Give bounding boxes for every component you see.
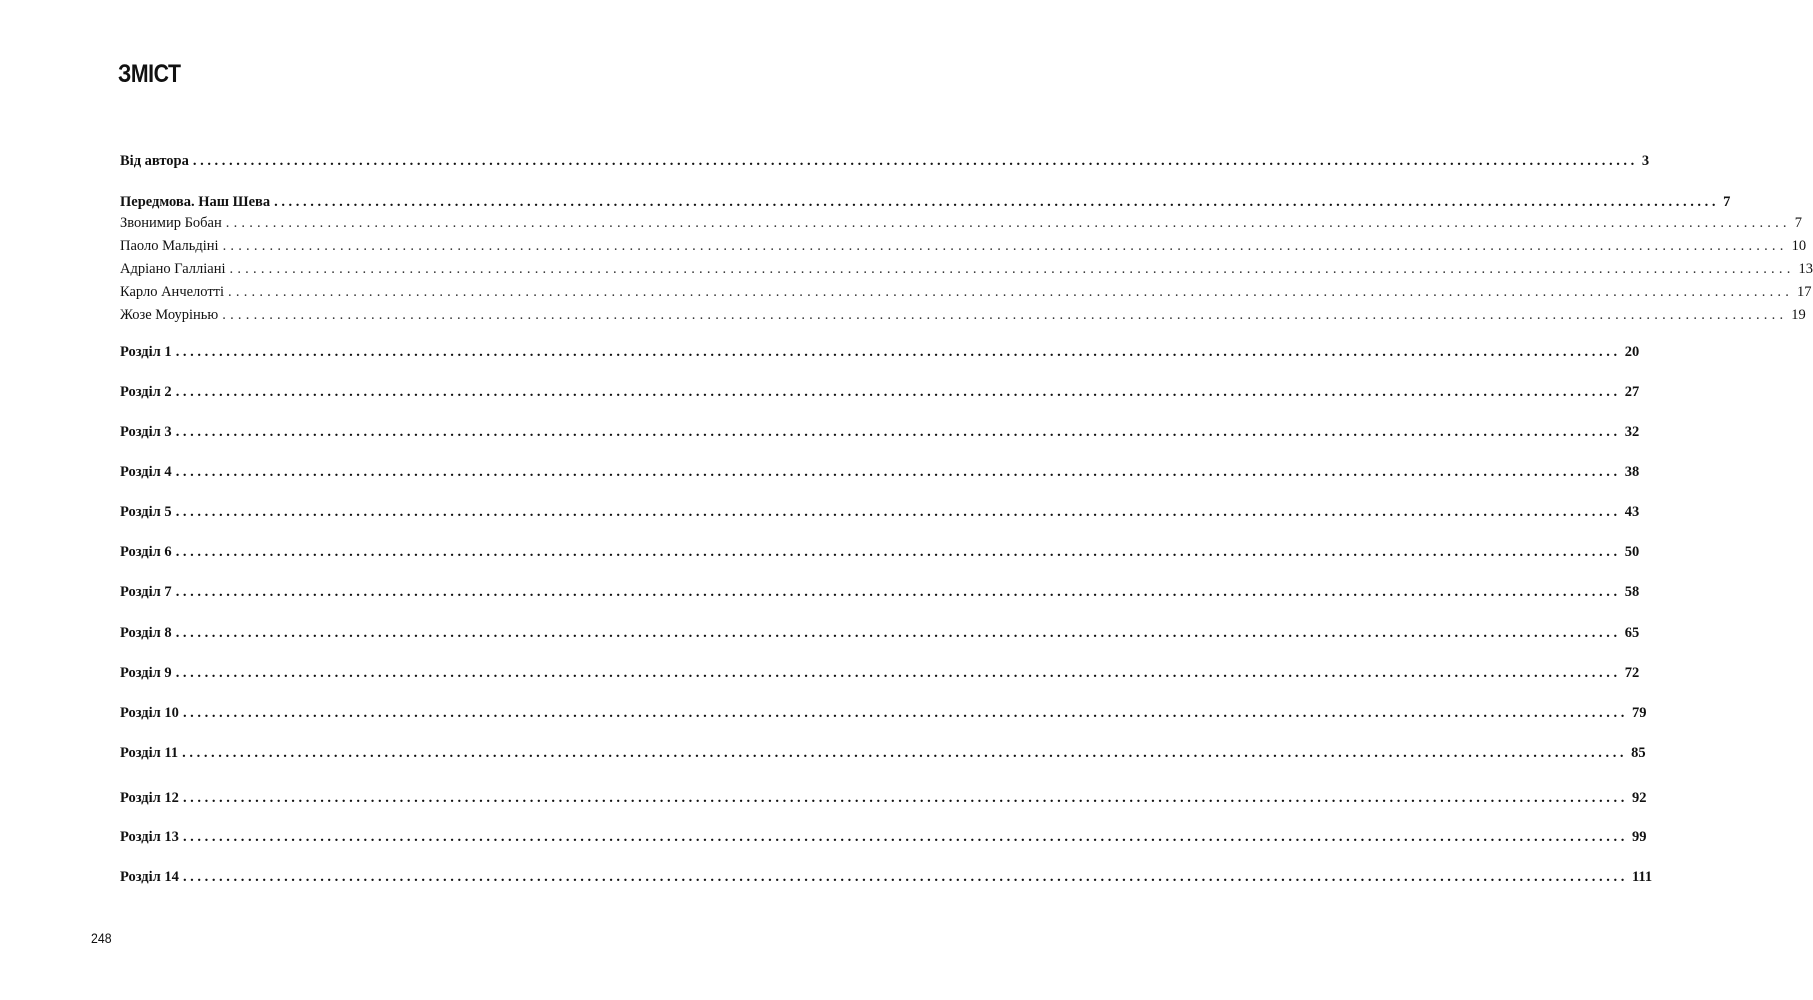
dot-leader: ........................................................................................................................................................................................................ [222,238,1788,254]
toc-entry[interactable] [120,150,1650,172]
toc-entry[interactable] [120,501,1640,523]
page-title: ЗМІСТ [118,60,181,88]
toc-entry[interactable] [120,581,1640,603]
toc-entry[interactable] [120,421,1640,443]
toc-entry[interactable] [120,622,1640,644]
toc-entry-page: 50 [1624,544,1640,560]
toc-entry-label: Розділ 10 [120,705,179,721]
toc-entry[interactable] [120,235,1807,257]
toc-entry-label: Розділ 14 [120,869,179,885]
toc-entry-label: Розділ 9 [120,665,172,681]
toc-entry-label: Карло Анчелотті [120,284,225,300]
toc-entry-page: 7 [1794,215,1802,231]
toc-entry[interactable] [120,381,1640,403]
toc-entry-page: 7 [1723,194,1731,210]
toc-entry-page: 3 [1641,153,1650,169]
dot-leader: ........................................................................................................................................................................................................ [175,384,1621,400]
toc-entry[interactable] [120,702,1647,724]
toc-entry-label: Розділ 1 [120,344,172,360]
dot-leader: ........................................................................................................................................................................................................ [175,544,1621,560]
toc-entry[interactable] [120,281,1812,303]
dot-leader: ........................................................................................................................................................................................................ [182,829,1628,845]
toc-entry-label: Розділ 3 [120,424,172,440]
toc-entry-page: 10 [1791,238,1807,254]
toc-entry-page: 13 [1798,261,1813,277]
toc-entry-label: Передмова. Наш Шева [120,194,271,210]
dot-leader: ........................................................................................................................................................................................................ [192,153,1638,169]
toc-entry-page: 27 [1624,384,1640,400]
toc-entry-page: 58 [1624,584,1640,600]
dot-leader: ........................................................................................................................................................................................................ [182,869,1628,885]
dot-leader: ........................................................................................................................................................................................................ [182,790,1628,806]
toc-entry[interactable] [120,341,1640,363]
toc-entry-page: 79 [1631,705,1647,721]
toc-entry[interactable] [120,662,1640,684]
toc-entry-label: Адріано Галліані [120,261,226,277]
toc-entry[interactable] [120,541,1640,563]
toc-entry[interactable] [120,258,1813,280]
toc-entry-label: Розділ 13 [120,829,179,845]
toc-entry-page: 92 [1631,790,1647,806]
dot-leader: ........................................................................................................................................................................................................ [274,194,1720,210]
page-number: 248 [91,930,112,946]
dot-leader: ........................................................................................................................................................................................................ [182,705,1628,721]
toc-entry[interactable] [120,461,1640,483]
toc-entry-page: 32 [1624,424,1640,440]
toc-entry[interactable] [120,826,1647,848]
dot-leader: ........................................................................................................................................................................................................ [225,215,1791,231]
toc-entry-label: Жозе Моурінью [120,307,219,323]
dot-leader: ........................................................................................................................................................................................................ [175,344,1621,360]
toc-entry-label: Звонимир Бобан [120,215,222,231]
toc-entry[interactable] [120,742,1646,764]
toc-entry-label: Розділ 11 [120,745,179,761]
toc-entry[interactable] [120,191,1731,213]
toc-entry[interactable] [120,787,1647,809]
toc-entry[interactable] [120,866,1653,888]
toc-entry-page: 111 [1631,869,1653,885]
toc-entry-page: 17 [1797,284,1812,300]
toc-entry-page: 72 [1624,665,1640,681]
dot-leader: ........................................................................................................................................................................................................ [175,464,1621,480]
dot-leader: ........................................................................................................................................................................................................ [175,625,1621,641]
toc-entry-label: Паоло Мальдіні [120,238,219,254]
toc-entry-label: Розділ 2 [120,384,172,400]
toc-entry-label: Розділ 5 [120,504,172,520]
dot-leader: ........................................................................................................................................................................................................ [228,284,1794,300]
toc-entry-label: Розділ 12 [120,790,179,806]
dot-leader: ........................................................................................................................................................................................................ [175,504,1621,520]
toc-entry-page: 43 [1624,504,1640,520]
toc-entry-label: Розділ 7 [120,584,172,600]
dot-leader: ........................................................................................................................................................................................................ [175,584,1621,600]
toc-entry-page: 65 [1624,625,1640,641]
dot-leader: ........................................................................................................................................................................................................ [175,424,1621,440]
toc-entry-label: Розділ 6 [120,544,172,560]
dot-leader: ........................................................................................................................................................................................................ [222,307,1788,323]
toc-entry-label: Розділ 8 [120,625,172,641]
dot-leader: ........................................................................................................................................................................................................ [182,745,1628,761]
dot-leader: ........................................................................................................................................................................................................ [229,261,1795,277]
toc-entry-page: 38 [1624,464,1640,480]
toc-entry-page: 20 [1624,344,1640,360]
toc-entry-label: Від автора [120,153,189,169]
toc-entry-page: 99 [1631,829,1647,845]
toc-entry-page: 19 [1791,307,1806,323]
toc-entry-page: 85 [1631,745,1646,761]
toc-entry[interactable] [120,304,1806,326]
toc-entry[interactable] [120,212,1802,234]
toc-entry-label: Розділ 4 [120,464,172,480]
dot-leader: ........................................................................................................................................................................................................ [175,665,1621,681]
